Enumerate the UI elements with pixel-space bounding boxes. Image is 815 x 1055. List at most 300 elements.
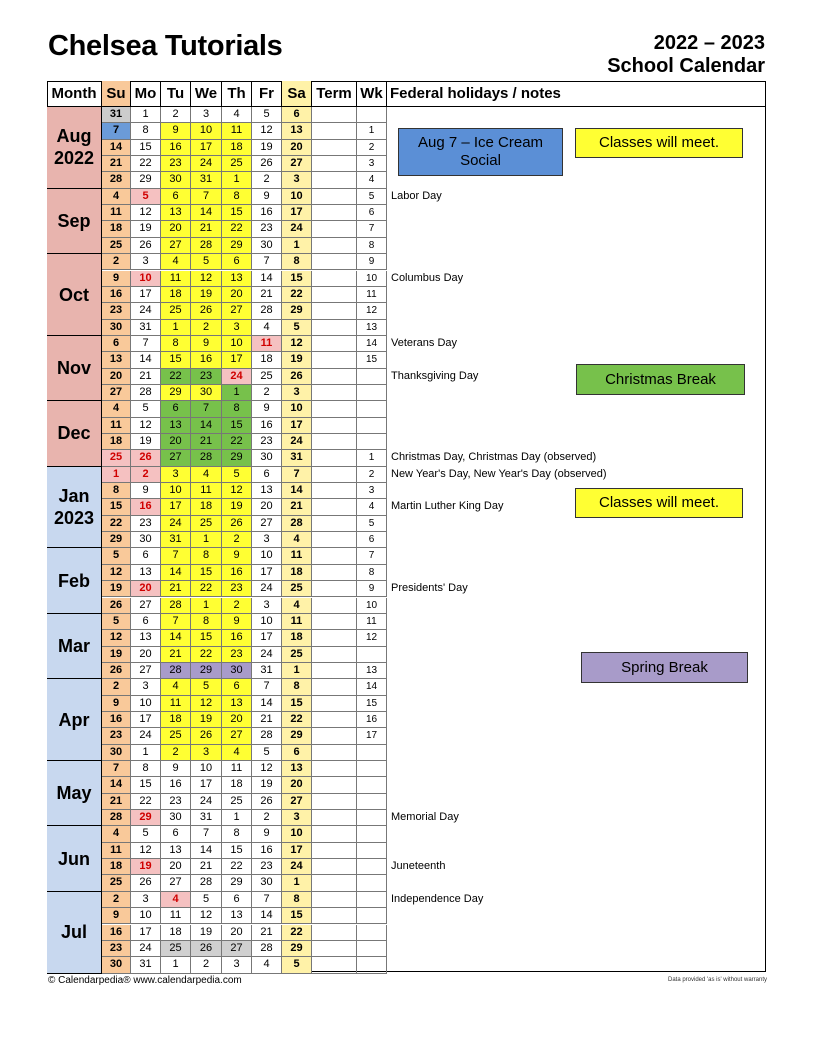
day-cell: 13 — [161, 418, 191, 434]
day-cell: 28 — [102, 172, 131, 188]
day-cell: 14 — [191, 843, 222, 859]
day-cell: 26 — [131, 875, 161, 891]
day-cell: 9 — [102, 696, 131, 712]
header-mo: Mo — [131, 81, 161, 107]
day-cell: 25 — [222, 794, 252, 810]
term-cell — [312, 271, 357, 287]
term-cell — [312, 647, 357, 663]
day-cell: 22 — [282, 712, 312, 728]
day-cell: 21 — [252, 925, 282, 941]
day-cell: 26 — [102, 663, 131, 679]
term-cell — [312, 843, 357, 859]
day-cell: 27 — [102, 385, 131, 401]
day-cell: 17 — [282, 418, 312, 434]
day-cell: 19 — [131, 221, 161, 237]
term-cell — [312, 499, 357, 515]
term-cell — [312, 598, 357, 614]
day-cell: 29 — [282, 728, 312, 744]
day-cell: 12 — [282, 336, 312, 352]
page-title: Chelsea Tutorials — [48, 30, 283, 62]
day-cell: 27 — [131, 663, 161, 679]
day-cell: 20 — [282, 777, 312, 793]
day-cell: 30 — [102, 745, 131, 761]
wk-cell — [357, 369, 387, 385]
day-cell: 15 — [222, 843, 252, 859]
day-cell: 25 — [282, 581, 312, 597]
wk-cell — [357, 745, 387, 761]
day-cell: 4 — [161, 254, 191, 270]
day-cell: 31 — [131, 320, 161, 336]
day-cell: 17 — [131, 925, 161, 941]
day-cell: 15 — [191, 565, 222, 581]
term-cell — [312, 532, 357, 548]
day-cell: 29 — [282, 941, 312, 957]
day-cell: 31 — [191, 810, 222, 826]
day-cell: 10 — [282, 826, 312, 842]
day-cell: 30 — [191, 385, 222, 401]
term-cell — [312, 941, 357, 957]
day-cell: 18 — [282, 565, 312, 581]
day-cell: 5 — [131, 401, 161, 417]
day-cell: 23 — [222, 647, 252, 663]
day-cell: 28 — [282, 516, 312, 532]
day-cell: 24 — [191, 794, 222, 810]
wk-cell — [357, 875, 387, 891]
day-cell: 31 — [252, 663, 282, 679]
day-cell: 8 — [131, 761, 161, 777]
day-cell: 10 — [191, 761, 222, 777]
day-cell: 8 — [102, 483, 131, 499]
wk-cell: 14 — [357, 336, 387, 352]
day-cell: 19 — [191, 925, 222, 941]
day-cell: 7 — [252, 679, 282, 695]
day-cell: 23 — [191, 369, 222, 385]
wk-cell — [357, 107, 387, 123]
wk-cell: 4 — [357, 499, 387, 515]
day-cell: 2 — [252, 385, 282, 401]
day-cell: 31 — [191, 172, 222, 188]
day-cell: 30 — [102, 957, 131, 973]
wk-cell: 6 — [357, 205, 387, 221]
day-cell: 3 — [222, 957, 252, 973]
day-cell: 21 — [102, 794, 131, 810]
day-cell: 6 — [161, 826, 191, 842]
day-cell: 25 — [252, 369, 282, 385]
day-cell: 12 — [102, 630, 131, 646]
day-cell: 24 — [131, 303, 161, 319]
day-cell: 26 — [131, 450, 161, 466]
day-cell: 14 — [102, 140, 131, 156]
day-cell: 4 — [222, 745, 252, 761]
day-cell: 28 — [252, 941, 282, 957]
day-cell: 8 — [222, 826, 252, 842]
day-cell: 4 — [161, 679, 191, 695]
day-cell: 7 — [161, 614, 191, 630]
day-cell: 4 — [282, 598, 312, 614]
wk-cell: 10 — [357, 271, 387, 287]
day-cell: 19 — [131, 859, 161, 875]
day-cell: 11 — [102, 843, 131, 859]
day-cell: 3 — [282, 810, 312, 826]
day-cell: 13 — [282, 123, 312, 139]
term-cell — [312, 925, 357, 941]
day-cell: 16 — [102, 287, 131, 303]
day-cell: 1 — [161, 957, 191, 973]
day-cell: 22 — [282, 287, 312, 303]
day-cell: 10 — [161, 483, 191, 499]
day-cell: 3 — [252, 532, 282, 548]
holiday-note: Memorial Day — [391, 811, 459, 824]
day-cell: 26 — [282, 369, 312, 385]
day-cell: 22 — [222, 434, 252, 450]
holiday-note: Juneteenth — [391, 860, 446, 873]
term-cell — [312, 450, 357, 466]
month-label — [47, 548, 102, 613]
day-cell: 16 — [191, 352, 222, 368]
day-cell: 20 — [282, 140, 312, 156]
term-cell — [312, 908, 357, 924]
month-label — [47, 614, 102, 679]
day-cell: 7 — [131, 336, 161, 352]
month-text: Sep — [57, 210, 91, 231]
day-cell: 14 — [252, 908, 282, 924]
event-classes-meet-2: Classes will meet. — [575, 488, 743, 518]
day-cell: 11 — [161, 696, 191, 712]
day-cell: 5 — [131, 189, 161, 205]
footer-disclaimer: Data provided 'as is' without warranty — [667, 977, 767, 983]
day-cell: 25 — [161, 728, 191, 744]
day-cell: 17 — [161, 499, 191, 515]
term-cell — [312, 728, 357, 744]
day-cell: 12 — [131, 418, 161, 434]
day-cell: 16 — [222, 565, 252, 581]
day-cell: 15 — [191, 630, 222, 646]
day-cell: 21 — [102, 156, 131, 172]
term-cell — [312, 826, 357, 842]
day-cell: 27 — [252, 516, 282, 532]
header-tu: Tu — [161, 81, 191, 107]
day-cell: 8 — [222, 401, 252, 417]
day-cell: 24 — [131, 728, 161, 744]
header-su: Su — [102, 81, 131, 107]
day-cell: 22 — [282, 925, 312, 941]
day-cell: 4 — [252, 957, 282, 973]
day-cell: 2 — [102, 892, 131, 908]
day-cell: 8 — [282, 892, 312, 908]
day-cell: 10 — [222, 336, 252, 352]
day-cell: 28 — [191, 450, 222, 466]
event-spring-break: Spring Break — [581, 652, 748, 683]
day-cell: 8 — [161, 336, 191, 352]
year-range: 2022 – 2023 — [653, 32, 765, 54]
day-cell: 1 — [222, 810, 252, 826]
day-cell: 4 — [191, 467, 222, 483]
day-cell: 9 — [131, 483, 161, 499]
wk-cell — [357, 826, 387, 842]
term-cell — [312, 565, 357, 581]
header-term: Term — [312, 81, 357, 107]
day-cell: 4 — [252, 320, 282, 336]
day-cell: 13 — [222, 271, 252, 287]
day-cell: 24 — [282, 221, 312, 237]
day-cell: 20 — [102, 369, 131, 385]
day-cell: 9 — [161, 761, 191, 777]
day-cell: 28 — [102, 810, 131, 826]
day-cell: 24 — [282, 859, 312, 875]
day-cell: 6 — [222, 892, 252, 908]
wk-cell — [357, 794, 387, 810]
footer-copyright: © Calendarpedia® www.calendarpedia.com — [48, 975, 242, 986]
day-cell: 7 — [282, 467, 312, 483]
term-cell — [312, 679, 357, 695]
day-cell: 6 — [102, 336, 131, 352]
term-cell — [312, 777, 357, 793]
day-cell: 19 — [131, 434, 161, 450]
day-cell: 22 — [131, 794, 161, 810]
day-cell: 11 — [102, 418, 131, 434]
month-label — [47, 679, 102, 761]
day-cell: 25 — [161, 303, 191, 319]
day-cell: 24 — [252, 581, 282, 597]
day-cell: 20 — [222, 287, 252, 303]
day-cell: 29 — [161, 385, 191, 401]
day-cell: 5 — [191, 679, 222, 695]
day-cell: 9 — [102, 271, 131, 287]
day-cell: 12 — [102, 565, 131, 581]
wk-cell — [357, 843, 387, 859]
day-cell: 6 — [131, 548, 161, 564]
day-cell: 9 — [102, 908, 131, 924]
day-cell: 10 — [131, 908, 161, 924]
day-cell: 1 — [131, 107, 161, 123]
holiday-note: Veterans Day — [391, 336, 458, 349]
day-cell: 12 — [222, 483, 252, 499]
wk-cell — [357, 385, 387, 401]
wk-cell: 9 — [357, 254, 387, 270]
day-cell: 25 — [161, 941, 191, 957]
wk-cell — [357, 647, 387, 663]
day-cell: 5 — [191, 892, 222, 908]
wk-cell: 2 — [357, 140, 387, 156]
day-cell: 3 — [252, 598, 282, 614]
day-cell: 29 — [102, 532, 131, 548]
event-christmas-break: Christmas Break — [576, 364, 745, 395]
day-cell: 16 — [252, 418, 282, 434]
day-cell: 4 — [222, 107, 252, 123]
day-cell: 11 — [282, 614, 312, 630]
header-federal-holidays-notes: Federal holidays / notes — [387, 81, 766, 107]
day-cell: 22 — [222, 859, 252, 875]
day-cell: 22 — [222, 221, 252, 237]
day-cell: 21 — [131, 369, 161, 385]
day-cell: 23 — [222, 581, 252, 597]
wk-cell: 8 — [357, 238, 387, 254]
wk-cell — [357, 908, 387, 924]
day-cell: 24 — [131, 941, 161, 957]
term-cell — [312, 630, 357, 646]
event-classes-meet: Classes will meet. — [575, 128, 743, 158]
day-cell: 20 — [131, 647, 161, 663]
month-text: 2022 — [53, 148, 95, 169]
day-cell: 19 — [282, 352, 312, 368]
wk-cell: 11 — [357, 287, 387, 303]
day-cell: 18 — [102, 859, 131, 875]
day-cell: 9 — [252, 401, 282, 417]
wk-cell: 8 — [357, 565, 387, 581]
day-cell: 2 — [102, 679, 131, 695]
term-cell — [312, 254, 357, 270]
wk-cell: 12 — [357, 303, 387, 319]
wk-cell: 15 — [357, 352, 387, 368]
day-cell: 27 — [161, 450, 191, 466]
day-cell: 1 — [161, 320, 191, 336]
holiday-note: Independence Day — [391, 892, 484, 905]
day-cell: 23 — [252, 221, 282, 237]
day-cell: 14 — [131, 352, 161, 368]
term-cell — [312, 745, 357, 761]
day-cell: 20 — [161, 859, 191, 875]
day-cell: 18 — [161, 925, 191, 941]
day-cell: 28 — [191, 238, 222, 254]
day-cell: 6 — [222, 679, 252, 695]
day-cell: 13 — [102, 352, 131, 368]
day-cell: 16 — [161, 140, 191, 156]
day-cell: 5 — [222, 467, 252, 483]
day-cell: 1 — [191, 532, 222, 548]
day-cell: 17 — [191, 140, 222, 156]
day-cell: 13 — [161, 205, 191, 221]
term-cell — [312, 794, 357, 810]
day-cell: 26 — [252, 794, 282, 810]
day-cell: 10 — [282, 401, 312, 417]
day-cell: 1 — [222, 385, 252, 401]
day-cell: 18 — [161, 287, 191, 303]
wk-cell: 5 — [357, 189, 387, 205]
wk-cell: 11 — [357, 614, 387, 630]
day-cell: 23 — [131, 516, 161, 532]
day-cell: 22 — [102, 516, 131, 532]
term-cell — [312, 156, 357, 172]
wk-cell: 17 — [357, 728, 387, 744]
day-cell: 16 — [161, 777, 191, 793]
day-cell: 6 — [252, 467, 282, 483]
day-cell: 21 — [252, 287, 282, 303]
day-cell: 17 — [131, 287, 161, 303]
day-cell: 3 — [131, 254, 161, 270]
day-cell: 29 — [131, 810, 161, 826]
day-cell: 15 — [131, 777, 161, 793]
day-cell: 5 — [191, 254, 222, 270]
day-cell: 22 — [191, 647, 222, 663]
wk-cell: 16 — [357, 712, 387, 728]
month-label — [47, 826, 102, 891]
day-cell: 15 — [282, 696, 312, 712]
wk-cell: 13 — [357, 663, 387, 679]
day-cell: 30 — [252, 238, 282, 254]
term-cell — [312, 205, 357, 221]
day-cell: 8 — [282, 254, 312, 270]
day-cell: 30 — [222, 663, 252, 679]
day-cell: 23 — [161, 794, 191, 810]
day-cell: 11 — [222, 761, 252, 777]
day-cell: 8 — [191, 548, 222, 564]
day-cell: 31 — [282, 450, 312, 466]
day-cell: 21 — [191, 221, 222, 237]
day-cell: 16 — [252, 843, 282, 859]
day-cell: 28 — [252, 303, 282, 319]
day-cell: 15 — [161, 352, 191, 368]
day-cell: 15 — [102, 499, 131, 515]
day-cell: 24 — [161, 516, 191, 532]
day-cell: 18 — [222, 777, 252, 793]
day-cell: 30 — [161, 810, 191, 826]
wk-cell: 1 — [357, 450, 387, 466]
wk-cell — [357, 777, 387, 793]
term-cell — [312, 516, 357, 532]
day-cell: 21 — [191, 859, 222, 875]
day-cell: 8 — [191, 614, 222, 630]
day-cell: 12 — [191, 908, 222, 924]
day-cell: 3 — [222, 320, 252, 336]
day-cell: 11 — [252, 336, 282, 352]
day-cell: 2 — [102, 254, 131, 270]
day-cell: 9 — [222, 548, 252, 564]
day-cell: 1 — [222, 172, 252, 188]
wk-cell: 13 — [357, 320, 387, 336]
day-cell: 19 — [191, 712, 222, 728]
holiday-note: Martin Luther King Day — [391, 500, 504, 513]
day-cell: 1 — [282, 663, 312, 679]
wk-cell: 12 — [357, 630, 387, 646]
term-cell — [312, 663, 357, 679]
wk-cell: 3 — [357, 483, 387, 499]
month-text: May — [56, 783, 92, 804]
day-cell: 31 — [161, 532, 191, 548]
day-cell: 17 — [191, 777, 222, 793]
day-cell: 9 — [191, 336, 222, 352]
term-cell — [312, 189, 357, 205]
term-cell — [312, 712, 357, 728]
day-cell: 18 — [282, 630, 312, 646]
day-cell: 24 — [282, 434, 312, 450]
wk-cell — [357, 892, 387, 908]
day-cell: 25 — [102, 875, 131, 891]
day-cell: 27 — [222, 303, 252, 319]
day-cell: 1 — [131, 745, 161, 761]
day-cell: 21 — [161, 581, 191, 597]
day-cell: 23 — [252, 859, 282, 875]
day-cell: 18 — [161, 712, 191, 728]
day-cell: 2 — [191, 320, 222, 336]
day-cell: 13 — [131, 565, 161, 581]
month-text: Jan — [58, 486, 90, 507]
term-cell — [312, 614, 357, 630]
month-text: Nov — [56, 358, 91, 379]
wk-cell — [357, 418, 387, 434]
day-cell: 12 — [252, 123, 282, 139]
day-cell: 19 — [252, 140, 282, 156]
day-cell: 13 — [222, 696, 252, 712]
day-cell: 6 — [161, 189, 191, 205]
day-cell: 25 — [191, 516, 222, 532]
wk-cell — [357, 957, 387, 973]
day-cell: 8 — [282, 679, 312, 695]
day-cell: 5 — [102, 548, 131, 564]
day-cell: 16 — [102, 925, 131, 941]
wk-cell: 15 — [357, 696, 387, 712]
day-cell: 15 — [282, 271, 312, 287]
day-cell: 4 — [102, 189, 131, 205]
